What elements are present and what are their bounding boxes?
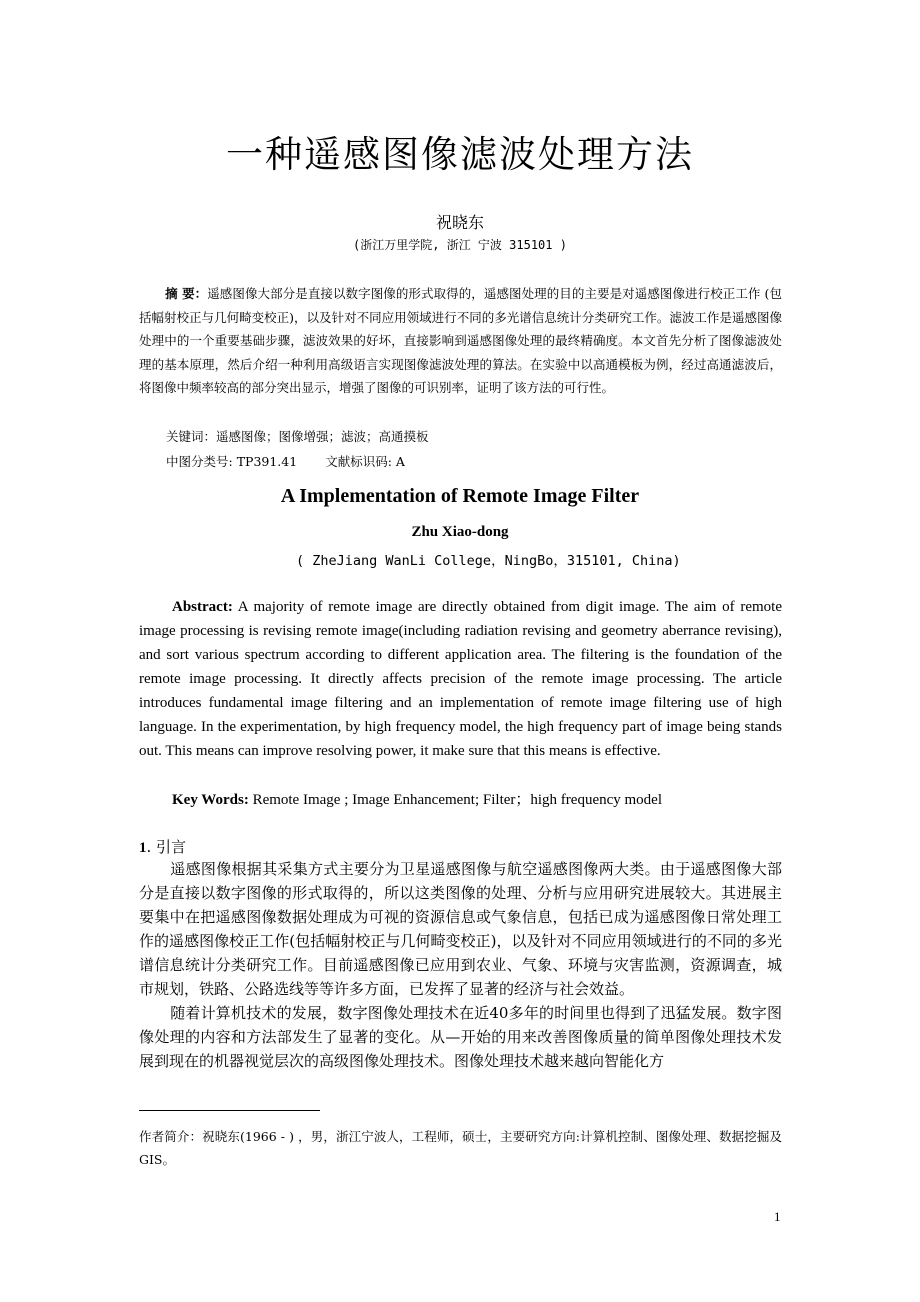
classification-line <box>166 452 405 470</box>
author-name: 祝晓东 <box>435 213 484 232</box>
body-paragraph-1 <box>139 857 782 1001</box>
section-number: 1 <box>139 840 147 856</box>
section-heading-introduction <box>139 836 186 857</box>
page-number: 1 <box>774 1209 781 1224</box>
english-title: A Implementation of Remote Image Filter <box>280 485 640 507</box>
body-paragraph-2 <box>139 1001 782 1073</box>
doc-code-label: 文献标识码: <box>325 454 392 469</box>
body-paragraph-2-text: 随着计算机技术的发展，数字图像处理技术在近40多年的时间里也得到了迅猛发展。数字图像处理的内容和方法部发生了显著的变化。从—开始的用来改善图像质量的简单图像处理技术发展到现在的机器视觉层次的高级图像处理技术。图像处理技术越来越向智能化方 <box>139 1004 782 1070</box>
abstract-en-label: Abstract: <box>172 599 233 615</box>
keywords-cn-label: 关键词： <box>166 429 217 444</box>
english-author: Zhu Xiao-dong <box>411 524 509 540</box>
keywords-chinese <box>166 427 429 445</box>
english-affiliation: ( ZheJiang WanLi College，NingBo，315101, China) <box>296 553 681 569</box>
abstract-en-text: A majority of remote image are directly obtained from digit image. The aim of remote image processing is revising remote image(including radiation revising and geometry aberrance revising), and sort various spectrum according to different application area. The filtering is the foundation of the remote image processing. It directly affects precision of the remote image processing. The article introduces fundamental image filtering and an implementation of remote image filtering use of high language. In the experimentation, by high frequency model, the high frequency part of image being stands out. This means can improve resolving power, it make sure that this means is effective. <box>139 599 782 759</box>
body-paragraph-1-text: 遥感图像根据其采集方式主要分为卫星遥感图像与航空遥感图像两大类。由于遥感图像大部分是直接以数字图像的形式取得的，所以这类图像的处理、分析与应用研究进展较大。其进展主要集中在把遥感图像数据处理成为可视的资源信息或气象信息，包括已成为遥感图像日常处理工作的遥感图像校正工作(包括幅射校正与几何畸变校正)，以及针对不同应用领域进行的不同的多光谱信息统计分类研究工作。目前遥感图像已应用到农业、气象、环境与灾害监测，资源调查，城市规划，铁路、公路选线等等许多方面，已发挥了显著的经济与社会效益。 <box>139 860 782 998</box>
abstract-cn-label: 摘 要： <box>165 286 208 301</box>
keywords-en-text: Remote Image ; Image Enhancement; Filter；high frequency model <box>248 792 663 808</box>
author-footnote: 作者简介：祝晓东(1966 - ) ，男，浙江宁波人，工程师，硕士，主要研究方向:计算机控制、图像处理、数据挖掘及 GIS。 <box>139 1129 782 1167</box>
abstract-english <box>139 595 782 763</box>
keywords-english <box>172 788 662 809</box>
doc-code-value: A <box>391 454 405 469</box>
keywords-cn-text: 遥感图像；图像增强；滤波；高通摸板 <box>216 429 429 444</box>
section-title: . 引言 <box>146 838 187 856</box>
abstract-cn-text: 遥感图像大部分是直接以数字图像的形式取得的，遥感图处理的目的主要是对遥感图像进行校正工作 (包括幅射校正与几何畸变校正)，以及针对不同应用领域进行不同的多光谱信息统计分类研究工作。滤波工作是遥感图像处理中的一个重要基础步骤，滤波效果的好坏，直接影响到遥感图像处理的最终精确度。本文首先分析了图像滤波处理的基本原理，然后介绍一种利用高级语言实现图像滤波处理的算法。在实验中以高通模板为例，经过高通滤波后，将图像中频率较高的部分突出显示，增强了图像的可识别率，证明了该方法的可行性。 <box>139 286 782 395</box>
keywords-en-label: Key Words: <box>172 792 249 808</box>
footnote-divider <box>139 1110 320 1111</box>
paper-title: 一种遥感图像滤波处理方法 <box>226 133 694 176</box>
clc-label: 中图分类号: <box>166 454 233 469</box>
author-affiliation: (浙江万里学院, 浙江 宁波 315101 ) <box>353 238 567 252</box>
clc-value: TP391.41 <box>232 454 298 469</box>
abstract-chinese <box>139 282 782 400</box>
body-text <box>139 857 782 1073</box>
